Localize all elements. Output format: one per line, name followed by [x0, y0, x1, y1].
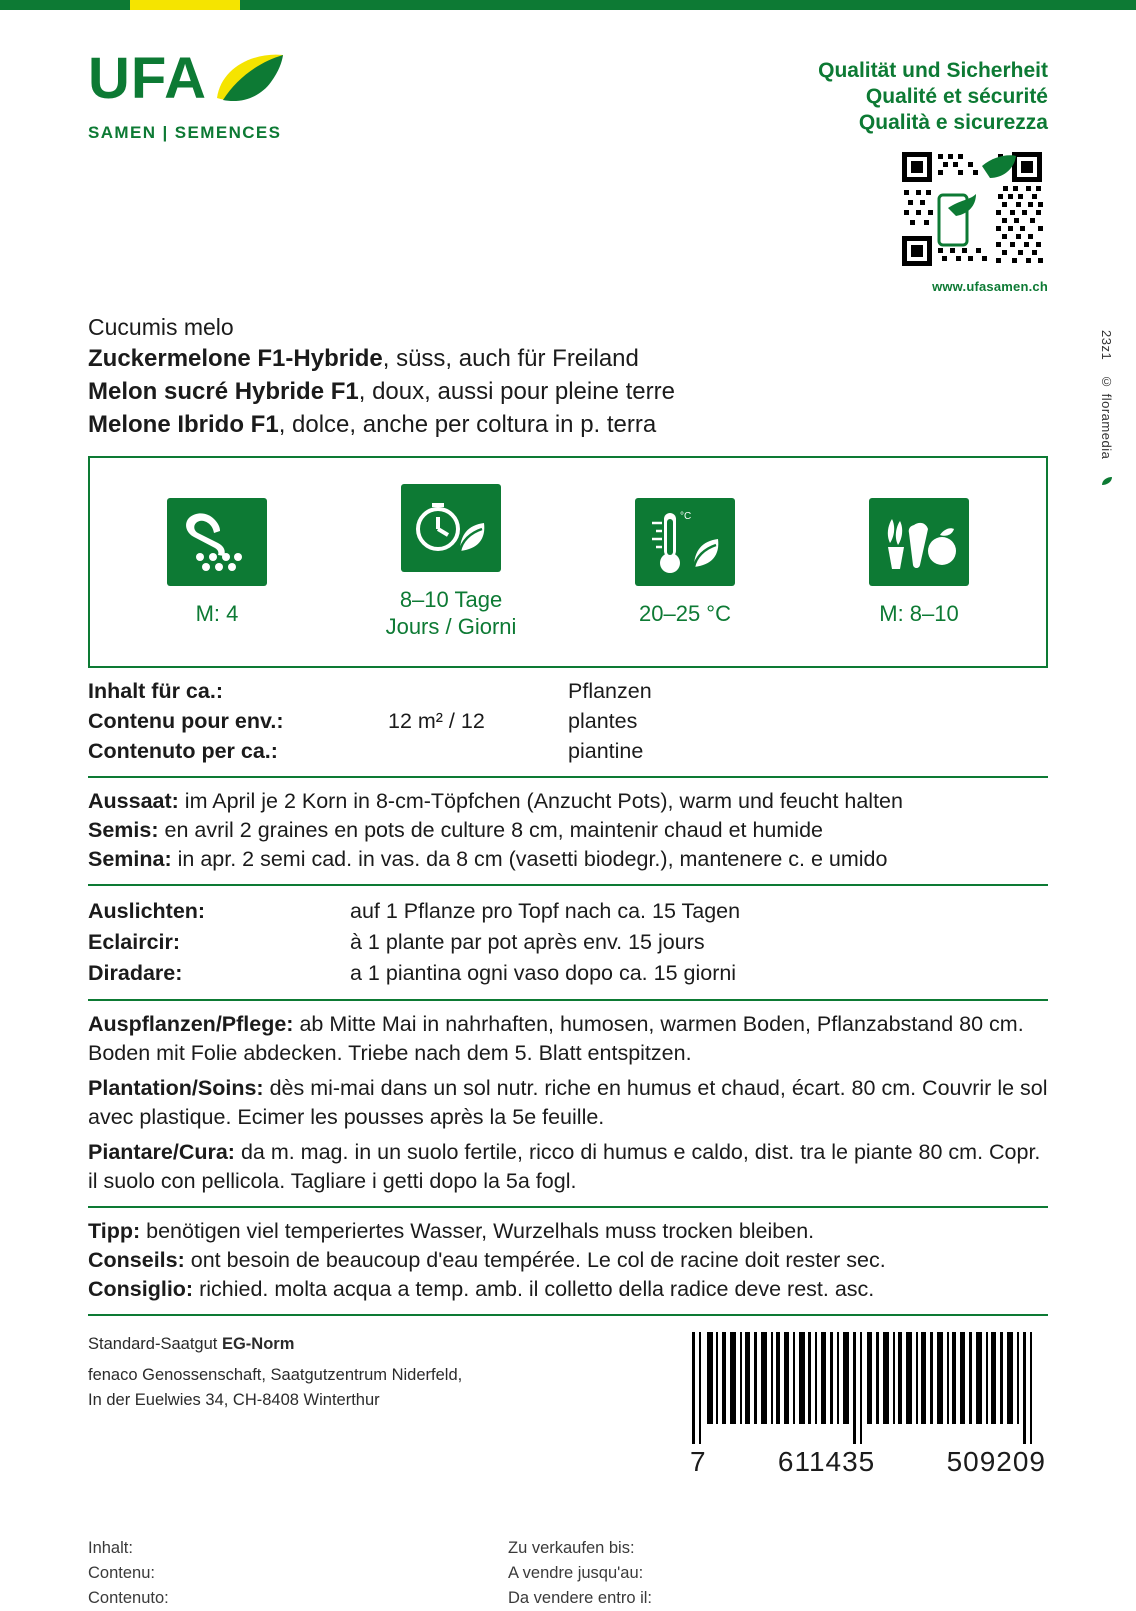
thinning-section — [88, 886, 1048, 999]
barcode-digits-mid: 611435 — [777, 1446, 876, 1477]
quality-fr: Qualité et sécurité — [865, 85, 1048, 108]
temperature-icon — [635, 498, 735, 586]
tip-text-de: benötigen viel temperiertes Wasser, Wurzelhals muss trocken bleiben. — [140, 1219, 815, 1243]
barcode-digits-right: 509209 — [946, 1446, 1046, 1477]
company-name: fenaco Genossenschaft, Saatgutzentrum Niderfeld, — [88, 1366, 463, 1384]
stripe-green-left — [0, 0, 130, 10]
planting-fr — [88, 1074, 1048, 1132]
brand-logo — [88, 32, 287, 143]
barcode-digits — [688, 1446, 1048, 1478]
tip-de — [88, 1217, 1048, 1246]
leaf-icon — [213, 52, 287, 117]
planting-label-it: Piantare/Cura: — [88, 1140, 235, 1164]
field-inhalt: Inhalt: — [88, 1539, 133, 1557]
thinning-text-it: a 1 piantina ogni vaso dopo ca. 15 giorni — [350, 961, 737, 985]
seed-standard-norm: EG-Norm — [221, 1335, 295, 1353]
content-label-fr: Contenu pour env.: — [88, 709, 284, 733]
content-label-de: Inhalt für ca.: — [88, 679, 223, 703]
brand-name: UFA — [88, 46, 207, 111]
sowing-label-de: Aussaat: — [88, 789, 179, 813]
tip-fr — [88, 1246, 1048, 1275]
tip-section — [88, 1208, 1048, 1314]
thinning-label-de: Auslichten: — [88, 899, 206, 923]
tip-it — [88, 1275, 1048, 1304]
company-info — [88, 1332, 462, 1413]
product-title-de-rest: , süss, auch für Freiland — [382, 345, 639, 372]
sowing-section — [88, 778, 1048, 884]
divider-footer — [88, 1314, 1048, 1316]
latin-name: Cucumis melo — [88, 314, 234, 340]
product-title-it-bold: Melone Ibrido F1 — [88, 411, 279, 438]
side-code: 23z1 — [1099, 330, 1114, 361]
harvest-month-icon — [869, 498, 969, 586]
field-contenuto: Contenuto: — [88, 1589, 169, 1607]
barcode-area — [688, 1332, 1048, 1478]
stripe-green-right — [240, 0, 1136, 10]
qr-area — [818, 148, 1048, 300]
content-unit-it: piantine — [568, 739, 644, 763]
content-amount: 12 m² / 12 — [388, 709, 485, 733]
planting-text-fr: dès mi-mai dans un sol nutr. riche en humus et chaud, écart. 80 cm. Couvrir le sol avec plastique. Ecimer les pousses après la 5e feuille. — [88, 1076, 1048, 1129]
sowing-de — [88, 787, 1048, 816]
company-address: In der Euelwies 34, CH-8408 Winterthur — [88, 1391, 380, 1409]
product-title-fr — [88, 376, 1048, 407]
planting-label-de: Auspflanzen/Pflege: — [88, 1012, 294, 1036]
content-amount-spacer — [388, 676, 568, 706]
icon-cell-temperature — [580, 498, 790, 627]
sowing-fr — [88, 816, 1048, 845]
icon-label-germination-2: Jours / Giorni — [385, 614, 517, 639]
icon-cell-harvest — [814, 498, 1024, 627]
quality-de: Qualität und Sicherheit — [818, 59, 1048, 82]
planting-text-it: da m. mag. in un suolo fertile, ricco di humus e caldo, dist. tra le piante 80 cm. Copr. il suolo con pellicola. Tagliare i getti dopo la 5a fogl. — [88, 1140, 1041, 1193]
icon-label-temperature: 20–25 °C — [639, 600, 731, 626]
cultivation-icon-panel — [88, 456, 1048, 668]
seed-packet-back — [0, 10, 1136, 1607]
qr-code[interactable] — [898, 148, 1048, 270]
content-unit-fr: plantes — [568, 709, 638, 733]
planting-section — [88, 1001, 1048, 1206]
icon-label-harvest: M: 8–10 — [879, 600, 959, 626]
seed-standard-prefix: Standard-Saatgut — [88, 1335, 222, 1353]
planting-label-fr: Plantation/Soins: — [88, 1076, 264, 1100]
leaf-icon-small — [1101, 474, 1113, 489]
tip-label-it: Consiglio: — [88, 1277, 194, 1301]
tip-label-fr: Conseils: — [88, 1248, 185, 1272]
field-da-vendere-entro-il: Da vendere entro il: — [508, 1589, 652, 1607]
product-title-de-bold: Zuckermelone F1-Hybride — [88, 345, 383, 372]
tip-text-it: richied. molta acqua a temp. amb. il colletto della radice deve rest. asc. — [193, 1277, 875, 1301]
product-title-de — [88, 343, 1048, 374]
icon-label-sowing-depth: M: 4 — [195, 600, 239, 626]
sowing-depth-icon — [167, 498, 267, 586]
sowing-text-it: in apr. 2 semi cad. in vas. da 8 cm (vasetti biodegr.), mantenere c. e umido — [171, 847, 888, 871]
sowing-label-fr: Semis: — [88, 818, 159, 842]
content-unit-de: Pflanzen — [568, 679, 652, 703]
header — [88, 32, 1048, 300]
quality-it: Qualità e sicurezza — [858, 111, 1048, 134]
planting-text-de: ab Mitte Mai in nahrhaften, humosen, warmen Boden, Pflanzabstand 80 cm. Boden mit Folie abdecken. Triebe nach dem 5. Blatt entspitzen. — [88, 1012, 1024, 1065]
thinning-label-fr: Eclaircir: — [88, 930, 181, 954]
side-credits — [1099, 330, 1114, 489]
barcode-digit-left: 7 — [690, 1446, 707, 1477]
thinning-label-it: Diradare: — [88, 961, 183, 985]
tip-label-de: Tipp: — [88, 1219, 141, 1243]
sowing-it — [88, 845, 1048, 874]
content-quantity-section — [88, 668, 1048, 776]
icon-label-germination-1: 8–10 Tage — [399, 587, 503, 612]
footer — [88, 1332, 1048, 1478]
sowing-text-fr: en avril 2 graines en pots de culture 8 cm, maintenir chaud et humide — [158, 818, 823, 842]
brand-tagline: SAMEN | SEMENCES — [88, 123, 282, 142]
side-credit: © floramedia — [1099, 374, 1114, 460]
field-a-vendre-jusquau: A vendre jusqu'au: — [508, 1564, 644, 1582]
sowing-text-de: im April je 2 Korn in 8-cm-Töpfchen (Anzucht Pots), warm und feucht halten — [178, 789, 903, 813]
germination-time-icon — [401, 484, 501, 572]
svg-text:°C: °C — [680, 510, 692, 522]
website-url[interactable]: www.ufasamen.ch — [932, 279, 1048, 294]
seed-standard — [88, 1332, 462, 1357]
planting-it — [88, 1138, 1048, 1196]
content-amount-spacer-2 — [388, 736, 568, 766]
tip-text-fr: ont besoin de beaucoup d'eau tempérée. Le col de racine doit rester sec. — [184, 1248, 886, 1272]
icon-cell-germination — [346, 484, 556, 640]
planting-de — [88, 1010, 1048, 1068]
quality-claims — [818, 32, 1048, 300]
content-label-it: Contenuto per ca.: — [88, 739, 278, 763]
product-title-it — [88, 409, 1048, 440]
thinning-text-fr: à 1 plante par pot après env. 15 jours — [350, 930, 705, 954]
barcode — [688, 1332, 1048, 1444]
top-color-stripe — [0, 0, 1136, 10]
sowing-label-it: Semina: — [88, 847, 172, 871]
icon-cell-sowing-depth — [112, 498, 322, 627]
thinning-text-de: auf 1 Pflanze pro Topf nach ca. 15 Tagen — [350, 899, 741, 923]
product-title-it-rest: , dolce, anche per coltura in p. terra — [278, 411, 657, 438]
field-contenu: Contenu: — [88, 1564, 155, 1582]
field-zu-verkaufen-bis: Zu verkaufen bis: — [508, 1539, 635, 1557]
product-title-fr-rest: , doux, aussi pour pleine terre — [358, 378, 675, 405]
product-title-fr-bold: Melon sucré Hybride F1 — [88, 378, 359, 405]
